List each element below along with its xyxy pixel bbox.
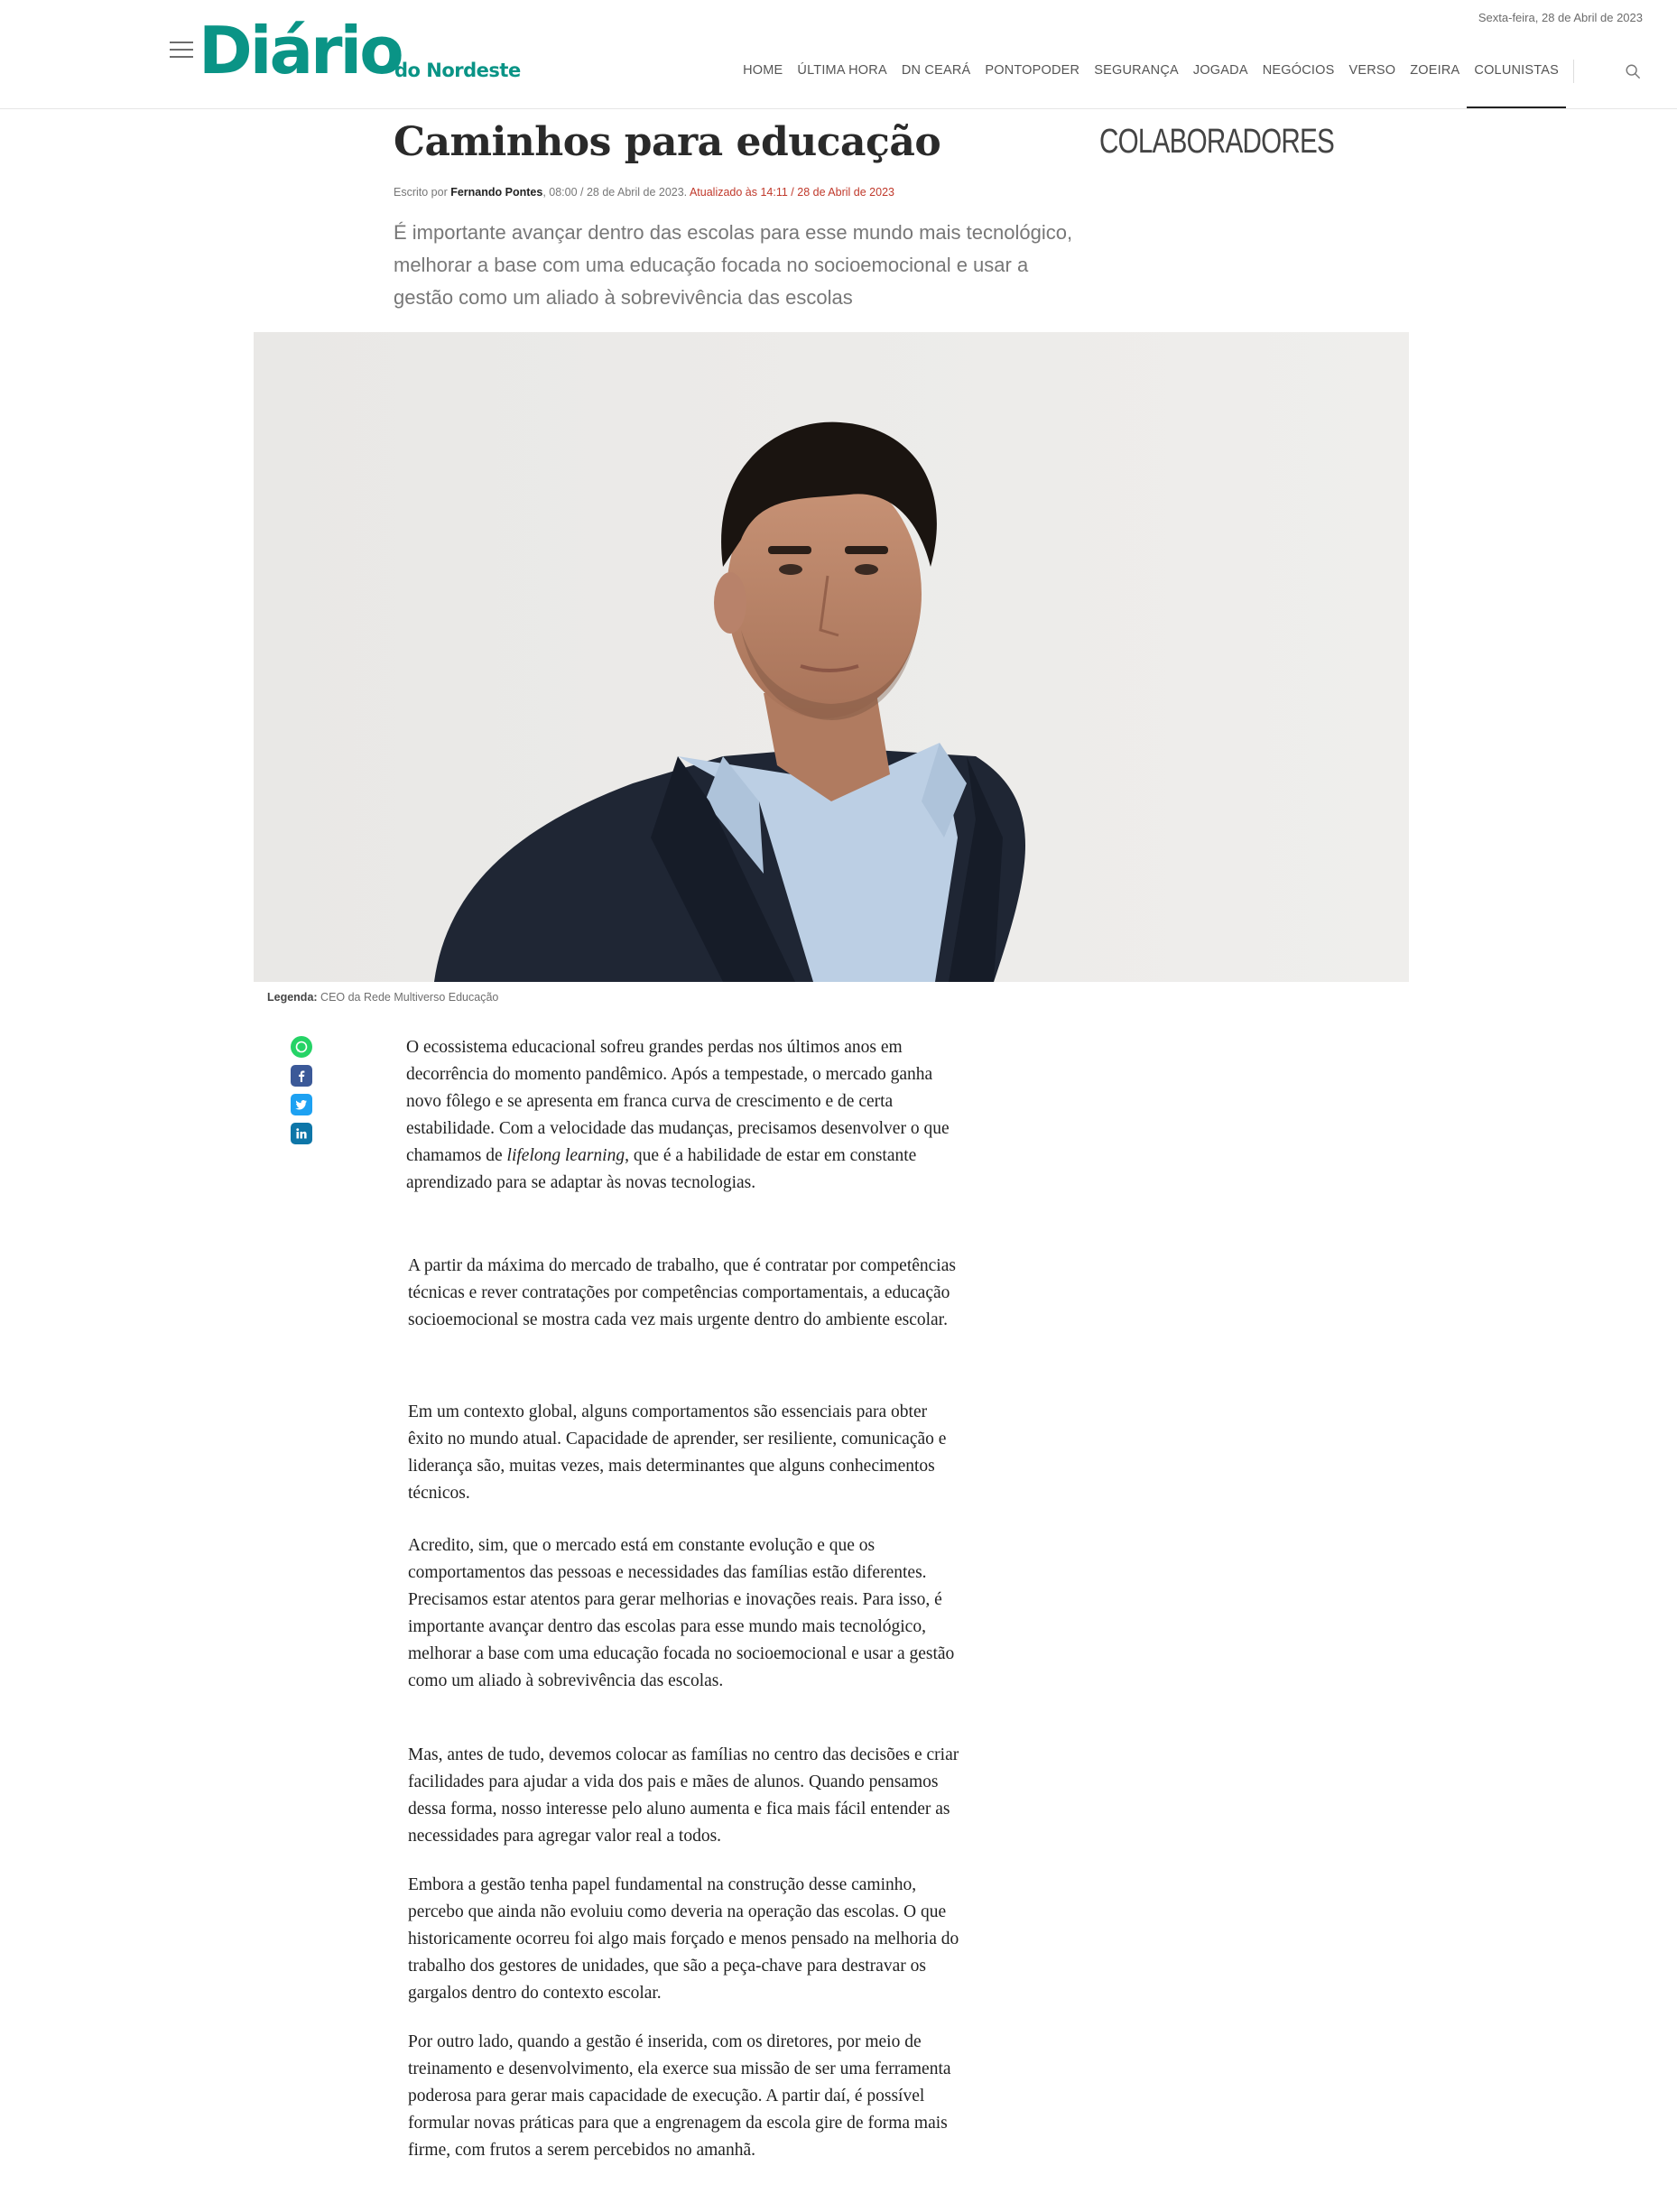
logo-sub-text: do Nordeste	[394, 60, 521, 81]
paragraph-3: Em um contexto global, alguns comportamentos são essenciais para obter êxito no mundo atual. Capacidade de aprender, ser resiliente, comunicação e liderança são, muitas vezes, mais determinantes que alguns conhecimentos técnicos.	[408, 1402, 947, 1503]
sidebar-title-colaboradores[interactable]: COLABORADORES	[1099, 123, 1334, 161]
nav-item-negocios[interactable]: NEGÓCIOS	[1262, 63, 1335, 78]
paragraph-4: Acredito, sim, que o mercado está em constante evolução e que os comportamentos das pessoas e necessidades das famílias estão diferentes. Precisamos estar atentos para gerar melhorias e inovações reais. Para isso, é importante avançar dentro das escolas para esse mundo mais tecnológico, melhorar a base com uma educação focada no socioemocional e usar a gestão como um aliado à sobrevivência das escolas.	[408, 1536, 955, 1690]
share-bar	[291, 1036, 312, 1152]
article-subtitle: É importante avançar dentro das escolas para esse mundo mais tecnológico, melhorar a base com uma educação focada no socioemocional e usar a gestão como um aliado à sobrevivência das escolas	[394, 221, 1073, 309]
paragraph-1-emphasis: lifelong learning	[506, 1146, 625, 1165]
paragraph-2: A partir da máxima do mercado de trabalho, que é contratar por competências técnicas e rever contratações por competências comportamentais, a educação socioemocional se mostra cada vez mais urgente dentro do ambiente escolar.	[408, 1256, 956, 1329]
nav-item-verso[interactable]: VERSO	[1348, 63, 1396, 78]
paragraph-6: Embora a gestão tenha papel fundamental na construção desse caminho, percebo que ainda não evoluiu como deveria na operação das escolas. O que historicamente ocorreu foi algo mais forçado e menos pensado na melhoria do trabalho dos gestores de unidades, que são a peça-chave para destravar os gargalos dentro do contexto escolar.	[408, 1875, 959, 2003]
hamburger-menu-icon[interactable]	[170, 42, 193, 60]
paragraph-7: Por outro lado, quando a gestão é inserida, com os diretores, por meio de treinamento e desenvolvimento, ela exerce sua missão de ser uma ferramenta poderosa para gerar mais capacidade de execução. A partir daí, é possível formular novas práticas para que a engrenagem da escola gire de forma mais firme, com frutos a serem percebidos no amanhã.	[408, 2032, 951, 2160]
nav-item-colunistas[interactable]: COLUNISTAS	[1467, 60, 1566, 108]
photo-caption	[267, 991, 498, 1004]
nav-item-jogada[interactable]: JOGADA	[1192, 63, 1248, 78]
updated-date: Atualizado às 14:11 / 28 de Abril de 2023	[687, 186, 894, 199]
whatsapp-share-button[interactable]	[291, 1036, 312, 1058]
site-header	[0, 0, 1677, 109]
linkedin-share-button[interactable]	[291, 1123, 312, 1144]
article-byline	[394, 186, 894, 199]
nav-divider	[1573, 60, 1574, 83]
facebook-icon	[294, 1069, 309, 1083]
nav-item-ultima-hora[interactable]: ÚLTIMA HORA	[797, 63, 887, 78]
byline-prefix: Escrito por	[394, 186, 451, 199]
article-title: Caminhos para educação	[394, 119, 941, 165]
logo-main-text: Diário	[199, 13, 402, 88]
linkedin-icon	[294, 1126, 309, 1141]
portrait-illustration	[254, 332, 1409, 982]
paragraph-1	[406, 1034, 960, 1197]
nav-item-dn-ceara[interactable]: DN CEARÁ	[901, 63, 971, 78]
paragraph-1-part-a: O ecossistema educacional sofreu grandes perdas nos últimos anos em decorrência do momento pandêmico. Após a tempestade, o mercado ganha novo fôlego e se apresenta em franca curva de crescimento e de certa estabilidade. Com a velocidade das mudanças, precisamos desenvolver o que chamamos de	[406, 1038, 950, 1165]
current-date: Sexta-feira, 28 de Abril de 2023	[1478, 11, 1643, 24]
article-photo	[254, 332, 1409, 982]
caption-text: CEO da Rede Multiverso Educação	[317, 991, 499, 1004]
whatsapp-icon	[294, 1040, 309, 1054]
nav-item-zoeira[interactable]: ZOEIRA	[1410, 63, 1460, 78]
paragraph-1-part-b: , que é a habilidade de estar em constante aprendizado para se adaptar às novas tecnologias.	[406, 1146, 917, 1192]
main-nav	[736, 60, 1589, 108]
twitter-share-button[interactable]	[291, 1094, 312, 1115]
author-link[interactable]: Fernando Pontes	[450, 186, 543, 199]
nav-item-home[interactable]: HOME	[743, 63, 783, 78]
search-icon[interactable]	[1625, 63, 1641, 79]
site-logo[interactable]	[199, 13, 521, 88]
caption-label: Legenda:	[267, 991, 318, 1004]
facebook-share-button[interactable]	[291, 1065, 312, 1087]
paragraph-5: Mas, antes de tudo, devemos colocar as famílias no centro das decisões e criar facilidades para ajudar a vida dos pais e mães de alunos. Quando pensamos dessa forma, nosso interesse pelo aluno aumenta e fica mais fácil entender as necessidades para agregar valor real a todos.	[408, 1745, 959, 1846]
nav-item-seguranca[interactable]: SEGURANÇA	[1094, 63, 1179, 78]
twitter-icon	[294, 1097, 309, 1112]
nav-item-pontopoder[interactable]: PONTOPODER	[985, 63, 1080, 78]
published-date: , 08:00 / 28 de Abril de 2023.	[542, 186, 688, 199]
